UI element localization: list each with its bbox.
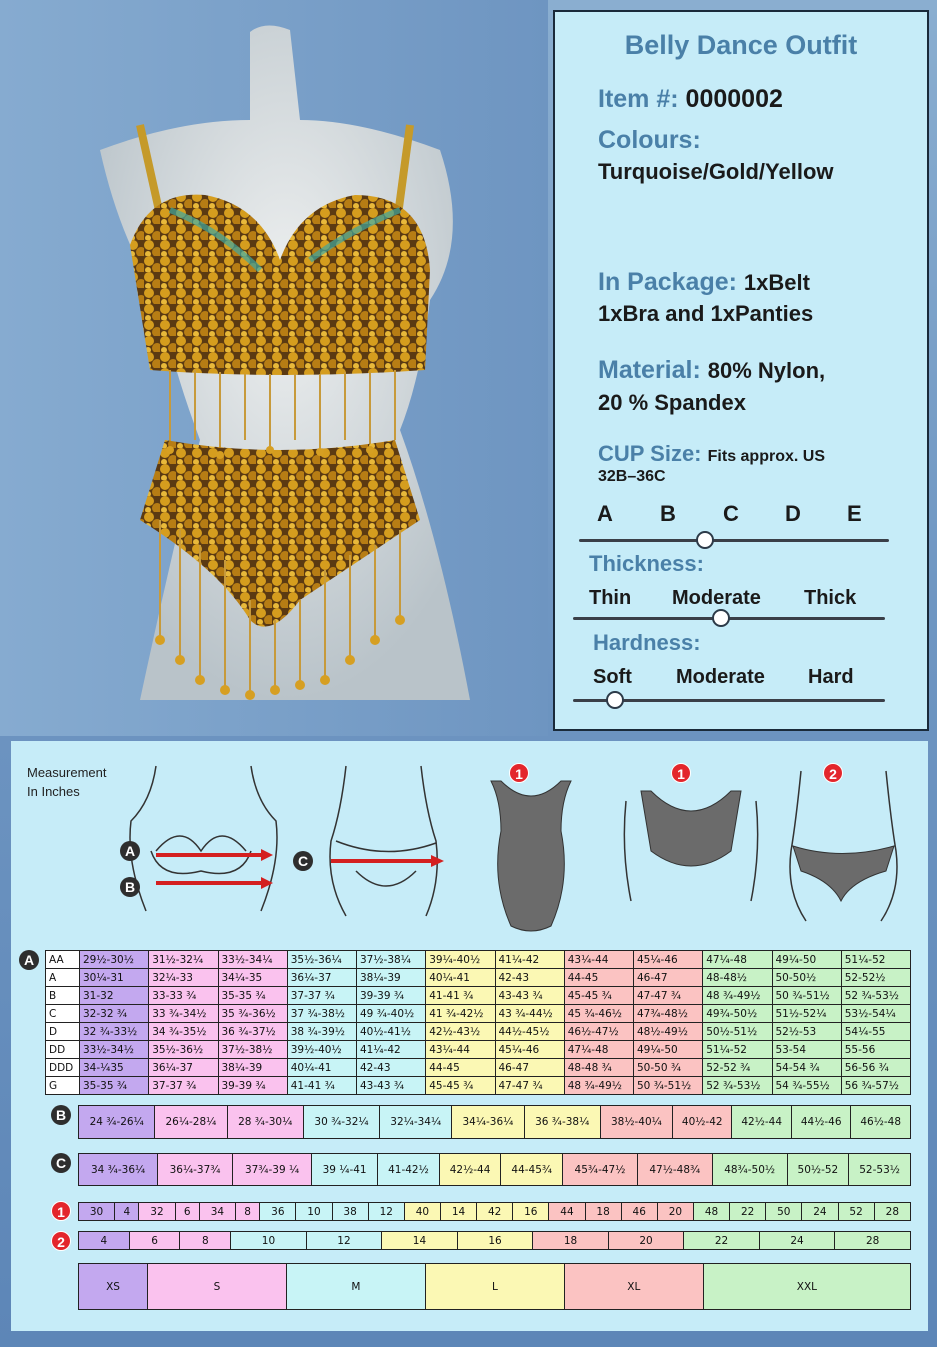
table-cell: 26¼-28¼ [155, 1106, 227, 1139]
table-row [46, 1041, 911, 1059]
table-cell: 46½-47½ [564, 1023, 633, 1041]
table-cell: 18 [533, 1232, 609, 1250]
table-cell: 34 ¾-36¼ [79, 1154, 158, 1186]
marker-a-table: A [19, 950, 39, 970]
table-cell: 22 [684, 1232, 760, 1250]
size-label-cell: S [148, 1264, 287, 1310]
cup-slider-track [579, 539, 889, 542]
table-cell: 34-¼35 [80, 1059, 149, 1077]
cup-code-cell: DDD [46, 1059, 80, 1077]
table-cell: 49¾-50½ [703, 1005, 772, 1023]
table-cell: 39¼-40½ [426, 951, 495, 969]
hardness-slider-knob[interactable] [606, 691, 624, 709]
table-cell: 34 [199, 1203, 235, 1221]
table-cell: 28 ¾-30¼ [227, 1106, 303, 1139]
marker-2-table: 2 [51, 1231, 71, 1251]
table-cell: 8 [235, 1203, 259, 1221]
table-cell: 36¼-37 [149, 1059, 218, 1077]
marker-2-panties: 2 [823, 763, 843, 783]
cup-code-cell: A [46, 969, 80, 987]
table-cell: 52 ¾-53½ [841, 987, 910, 1005]
table-cell: 51¼-52 [841, 951, 910, 969]
colours-value: Turquoise/Gold/Yellow [598, 159, 834, 184]
table-cell: 50½-51½ [703, 1023, 772, 1041]
table-cell: 16 [513, 1203, 549, 1221]
cup-code-cell: DD [46, 1041, 80, 1059]
table-cell: 14 [440, 1203, 476, 1221]
table-cell: 47¼-48 [703, 951, 772, 969]
table-cell: 42-43 [495, 969, 564, 987]
table-cell: 43-43 ¾ [357, 1077, 426, 1095]
cup-value-2: 32B–36C [598, 468, 666, 485]
material-value-2: 20 % Spandex [598, 390, 746, 415]
table-row [46, 969, 911, 987]
table-cell: 48¾-50½ [712, 1154, 787, 1186]
item-value: 0000002 [685, 85, 783, 113]
table-cell: 30¼-31 [80, 969, 149, 987]
table-cell: 47-47 ¾ [495, 1077, 564, 1095]
table-cell: 55-56 [841, 1041, 910, 1059]
table-cell: 47¼-48 [564, 1041, 633, 1059]
size-label-cell: L [425, 1264, 564, 1310]
table-cell: 38¼-39 [357, 969, 426, 987]
table-cell: 46-47 [634, 969, 703, 987]
table-cell: 50 ¾-51½ [772, 987, 841, 1005]
table-cell: 51½-52¼ [772, 1005, 841, 1023]
table-row [79, 1232, 911, 1250]
table-cell: 34¼-35 [218, 969, 287, 987]
marker-1-swimsuit: 1 [509, 763, 529, 783]
table-cell: 30 [79, 1203, 115, 1221]
package-value-1: 1xBelt [743, 270, 810, 295]
table-cell: 54¼-55 [841, 1023, 910, 1041]
table-cell: 52-53½ [849, 1154, 911, 1186]
table-cell: 35-35 ¾ [218, 987, 287, 1005]
table-row [79, 1264, 911, 1310]
table-row [46, 1023, 911, 1041]
table-cell: 44-45 [426, 1059, 495, 1077]
marker-c-table: C [51, 1153, 71, 1173]
size-chart [11, 741, 928, 1331]
table-cell: 45 ¾-46½ [564, 1005, 633, 1023]
table-cell: 30 ¾-32¼ [303, 1106, 379, 1139]
table-cell: 37 ¾-38½ [287, 1005, 356, 1023]
table-cell: 46 [621, 1203, 657, 1221]
cup-option-a: A [597, 501, 613, 526]
size-table-c [78, 1153, 911, 1186]
marker-b-figure: B [120, 877, 140, 897]
table-cell: 45¼-46 [634, 951, 703, 969]
material-value-1: 80% Nylon, [707, 358, 826, 383]
table-cell: 52 ¾-53½ [703, 1077, 772, 1095]
table-cell: 38¼-39 [218, 1059, 287, 1077]
thickness-option-moderate: Moderate [672, 587, 761, 609]
table-cell: 36¼-37 [287, 969, 356, 987]
marker-a-figure: A [120, 841, 140, 861]
table-cell: 50½-52 [787, 1154, 849, 1186]
table-cell: 6 [175, 1203, 199, 1221]
table-cell: 48 ¾-49½ [703, 987, 772, 1005]
marker-1-bra: 1 [671, 763, 691, 783]
table-cell: 50-50½ [772, 969, 841, 987]
thickness-label: Thickness: [589, 551, 704, 576]
thickness-option-thin: Thin [589, 587, 632, 609]
thickness-option-thick: Thick [804, 587, 857, 609]
table-cell: 41-41 ¾ [287, 1077, 356, 1095]
table-row [46, 987, 911, 1005]
item-label: Item #: [598, 85, 679, 113]
measurement-line-1: Measurement [27, 765, 107, 780]
table-cell: 40¼-41 [426, 969, 495, 987]
table-cell: 41¼-42 [357, 1041, 426, 1059]
table-cell: 32 [139, 1203, 175, 1221]
table-cell: 28 [835, 1232, 911, 1250]
table-cell: 39-39 ¾ [357, 987, 426, 1005]
table-cell: 52-52½ [841, 969, 910, 987]
table-cell: 50 ¾-51½ [634, 1077, 703, 1095]
table-row [79, 1154, 911, 1186]
product-photo [0, 0, 548, 736]
table-cell: 32-32 ¾ [80, 1005, 149, 1023]
table-cell: 49¼-50 [634, 1041, 703, 1059]
package-value-2: 1xBra and 1xPanties [598, 301, 814, 326]
table-cell: 37½-38¼ [357, 951, 426, 969]
table-cell: 53½-54¼ [841, 1005, 910, 1023]
table-cell: 37½-38½ [218, 1041, 287, 1059]
cup-code-cell: AA [46, 951, 80, 969]
table-cell: 31-32 [80, 987, 149, 1005]
table-cell: 18 [585, 1203, 621, 1221]
table-cell: 52-52 ¾ [703, 1059, 772, 1077]
table-cell: 42½-43½ [426, 1023, 495, 1041]
table-cell: 10 [231, 1232, 307, 1250]
table-cell: 42½-44 [732, 1106, 791, 1139]
table-cell: 36¼-37¾ [158, 1154, 233, 1186]
table-row [46, 1059, 911, 1077]
table-cell: 45-45 ¾ [564, 987, 633, 1005]
table-cell: 43-43 ¾ [495, 987, 564, 1005]
table-cell: 43 ¾-44½ [495, 1005, 564, 1023]
cup-label: CUP Size: [598, 441, 702, 466]
table-cell: 44½-46 [791, 1106, 850, 1139]
table-cell: 8 [180, 1232, 231, 1250]
table-cell: 12 [368, 1203, 404, 1221]
measurement-note [27, 763, 106, 801]
table-cell: 56-56 ¾ [841, 1059, 910, 1077]
table-cell: 33 ¾-34½ [149, 1005, 218, 1023]
table-cell: 35½-36½ [149, 1041, 218, 1059]
table-cell: 45¼-46 [495, 1041, 564, 1059]
table-row [46, 951, 911, 969]
cup-option-c: C [723, 501, 739, 526]
table-cell: 33½-34½ [80, 1041, 149, 1059]
table-cell: 32¼-34¼ [380, 1106, 452, 1139]
table-cell: 42½-44 [439, 1154, 501, 1186]
table-cell: 45¾-47½ [563, 1154, 638, 1186]
size-table-1 [78, 1202, 911, 1221]
table-cell: 38½-40¼ [600, 1106, 672, 1139]
table-cell: 10 [296, 1203, 332, 1221]
cup-option-d: D [785, 501, 801, 526]
table-cell: 41-41 ¾ [426, 987, 495, 1005]
table-cell: 43¼-44 [564, 951, 633, 969]
table-cell: 32¼-33 [149, 969, 218, 987]
table-row [79, 1106, 911, 1139]
table-cell: 34¼-36¼ [452, 1106, 524, 1139]
thickness-slider-knob[interactable] [712, 609, 730, 627]
table-cell: 48 [693, 1203, 729, 1221]
hardness-label: Hardness: [593, 630, 701, 655]
cup-option-b: B [660, 501, 676, 526]
table-cell: 47¾-48½ [634, 1005, 703, 1023]
table-cell: 6 [129, 1232, 180, 1250]
table-cell: 47-47 ¾ [634, 987, 703, 1005]
table-cell: 48 ¾-49½ [564, 1077, 633, 1095]
table-cell: 37-37 ¾ [149, 1077, 218, 1095]
cup-slider-knob[interactable] [696, 531, 714, 549]
table-cell: 36 [260, 1203, 296, 1221]
table-cell: 53-54 [772, 1041, 841, 1059]
table-cell: 50-50 ¾ [634, 1059, 703, 1077]
material-label: Material: [598, 356, 701, 384]
table-cell: 36 ¾-37½ [218, 1023, 287, 1041]
table-cell: 39-39 ¾ [218, 1077, 287, 1095]
cup-option-e: E [847, 501, 862, 526]
table-cell: 38 [332, 1203, 368, 1221]
size-table-b [78, 1105, 911, 1139]
table-cell: 35½-36¼ [287, 951, 356, 969]
size-label-cell: M [286, 1264, 425, 1310]
table-cell: 48-48 ¾ [564, 1059, 633, 1077]
table-cell: 42-43 [357, 1059, 426, 1077]
product-title: Belly Dance Outfit [624, 30, 858, 60]
table-cell: 4 [115, 1203, 139, 1221]
table-cell: 33½-34¼ [218, 951, 287, 969]
hardness-option-hard: Hard [808, 666, 854, 688]
measurement-line-2: In Inches [27, 784, 80, 799]
table-cell: 4 [79, 1232, 130, 1250]
table-cell: 40½-42 [673, 1106, 732, 1139]
table-row [46, 1005, 911, 1023]
table-cell: 46½-48 [851, 1106, 911, 1139]
table-cell: 37-37 ¾ [287, 987, 356, 1005]
package-label: In Package: [598, 268, 737, 296]
size-label-cell: XS [79, 1264, 148, 1310]
table-cell: 31½-32¼ [149, 951, 218, 969]
table-cell: 49 ¾-40½ [357, 1005, 426, 1023]
cup-value-1: Fits approx. US [707, 448, 825, 465]
table-cell: 38 ¾-39½ [287, 1023, 356, 1041]
table-cell: 41¼-42 [495, 951, 564, 969]
table-cell: 46-47 [495, 1059, 564, 1077]
table-cell: 24 ¾-26¼ [79, 1106, 155, 1139]
table-cell: 52½-53 [772, 1023, 841, 1041]
table-cell: 14 [382, 1232, 458, 1250]
table-cell: 54 ¾-55½ [772, 1077, 841, 1095]
marker-c-figure: C [293, 851, 313, 871]
table-cell: 36 ¾-38¼ [524, 1106, 600, 1139]
table-cell: 29½-30½ [80, 951, 149, 969]
table-cell: 35-35 ¾ [80, 1077, 149, 1095]
table-cell: 20 [608, 1232, 684, 1250]
table-cell: 49¼-50 [772, 951, 841, 969]
table-cell: 45-45 ¾ [426, 1077, 495, 1095]
table-cell: 16 [457, 1232, 533, 1250]
table-cell: 56 ¾-57½ [841, 1077, 910, 1095]
table-cell: 39½-40½ [287, 1041, 356, 1059]
table-cell: 35 ¾-36½ [218, 1005, 287, 1023]
size-table-a [45, 950, 911, 1095]
table-cell: 54-54 ¾ [772, 1059, 841, 1077]
table-cell: 24 [802, 1203, 838, 1221]
table-cell: 37¾-39 ¼ [232, 1154, 311, 1186]
table-cell: 50 [766, 1203, 802, 1221]
table-cell: 44-45 [564, 969, 633, 987]
size-table-2 [78, 1231, 911, 1250]
table-cell: 44½-45½ [495, 1023, 564, 1041]
table-cell: 39 ¼-41 [312, 1154, 378, 1186]
marker-1-table: 1 [51, 1201, 71, 1221]
table-cell: 51¼-52 [703, 1041, 772, 1059]
cup-code-cell: C [46, 1005, 80, 1023]
table-cell: 40½-41½ [357, 1023, 426, 1041]
hardness-option-soft: Soft [593, 666, 632, 688]
table-cell: 52 [838, 1203, 874, 1221]
table-cell: 40 [404, 1203, 440, 1221]
table-cell: 34 ¾-35½ [149, 1023, 218, 1041]
table-cell: 24 [759, 1232, 835, 1250]
table-cell: 48½-49½ [634, 1023, 703, 1041]
table-cell: 43¼-44 [426, 1041, 495, 1059]
table-cell: 48-48½ [703, 969, 772, 987]
table-cell: 44-45¾ [501, 1154, 563, 1186]
table-cell: 40¼-41 [287, 1059, 356, 1077]
table-cell: 28 [874, 1203, 910, 1221]
table-row [79, 1203, 911, 1221]
product-info-panel [553, 10, 929, 731]
size-label-cell: XXL [703, 1264, 910, 1310]
cup-code-cell: G [46, 1077, 80, 1095]
table-cell: 41 ¾-42½ [426, 1005, 495, 1023]
table-cell: 32 ¾-33½ [80, 1023, 149, 1041]
table-cell: 44 [549, 1203, 585, 1221]
measurement-diagrams [111, 761, 921, 941]
hardness-option-moderate: Moderate [676, 666, 765, 688]
table-row [46, 1077, 911, 1095]
table-cell: 47½-48¾ [637, 1154, 712, 1186]
size-label-cell: XL [564, 1264, 703, 1310]
table-cell: 20 [657, 1203, 693, 1221]
table-cell: 42 [477, 1203, 513, 1221]
table-cell: 12 [306, 1232, 382, 1250]
table-cell: 41-42½ [378, 1154, 440, 1186]
cup-code-cell: D [46, 1023, 80, 1041]
colours-label: Colours: [598, 126, 701, 154]
marker-b-table: B [51, 1105, 71, 1125]
cup-code-cell: B [46, 987, 80, 1005]
size-label-table [78, 1263, 911, 1310]
table-cell: 33-33 ¾ [149, 987, 218, 1005]
table-cell: 22 [730, 1203, 766, 1221]
